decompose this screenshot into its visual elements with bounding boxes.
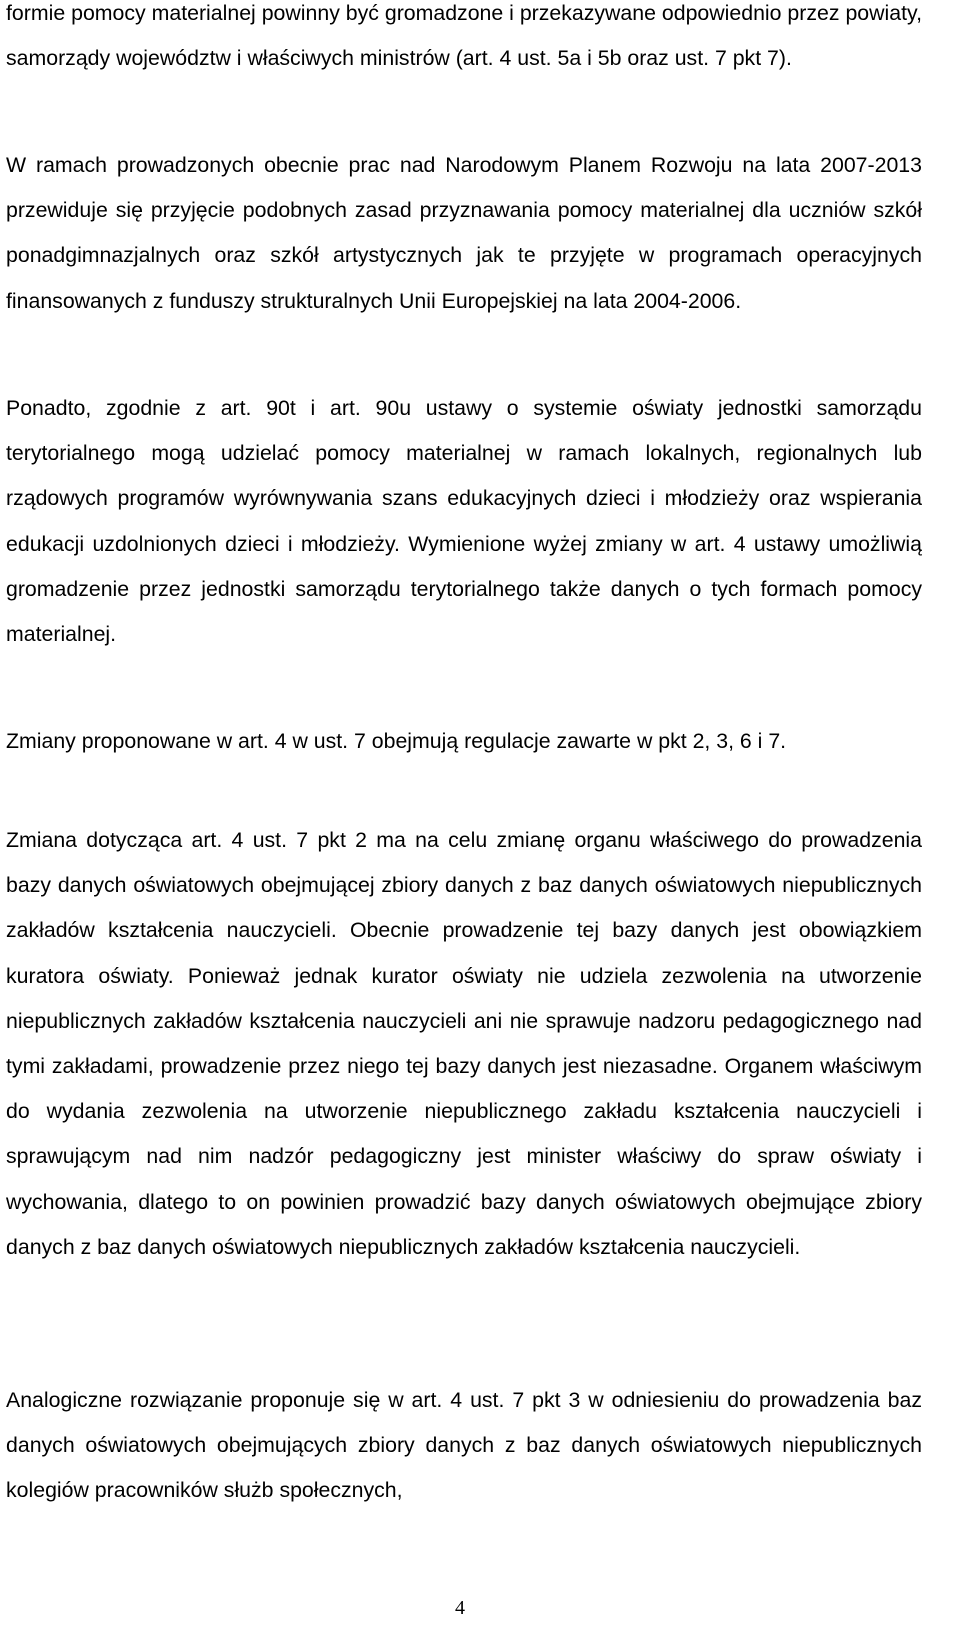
paragraph-4: Zmiany proponowane w art. 4 w ust. 7 obejmują regulacje zawarte w pkt 2, 3, 6 i 7. (6, 729, 787, 753)
paragraph-3: Ponadto, zgodnie z art. 90t i art. 90u ustawy o systemie oświaty jednostki samorządu terytorialnego mogą udzielać pomocy materialnej w ramach lokalnych, regionalnych lub rządowych programów wyrównywania szans edukacyjnych dzieci i młodzieży oraz wspierania edukacji uzdolnionych dzieci i młodzieży. Wymienione wyżej zmiany w art. 4 ustawy umożliwią gromadzenie przez jednostki samorządu terytorialnego także danych o tych formach pomocy materialnej. (6, 396, 922, 647)
paragraph-5: Zmiana dotycząca art. 4 ust. 7 pkt 2 ma na celu zmianę organu właściwego do prowadzenia bazy danych oświatowych obejmującej zbiory danych z baz danych oświatowych niepublicznych zakładów kształcenia nauczycieli. Obecnie prowadzenie tej bazy danych jest obowiązkiem kuratora oświaty. Ponieważ jednak kurator oświaty nie udziela zezwolenia na utworzenie niepublicznych zakładów kształcenia nauczycieli ani nie sprawuje nadzoru pedagogicznego nad tymi zakładami, prowadzenie przez niego tej bazy danych jest niezasadne. Organem właściwym do wydania zezwolenia na utworzenie niepublicznego zakładu kształcenia nauczycieli i sprawującym nad nim nadzór pedagogiczny jest minister właściwy do spraw oświaty i wychowania, dlatego to on powinien prowadzić bazy danych oświatowych obejmujące zbiory danych z baz danych oświatowych niepublicznych zakładów kształcenia nauczycieli. (6, 828, 922, 1259)
paragraph-6: Analogiczne rozwiązanie proponuje się w art. 4 ust. 7 pkt 3 w odniesieniu do prowadzenia baz danych oświatowych obejmujących zbiory danych z baz danych oświatowych niepublicznych kolegiów pracowników służb społecznych, (6, 1388, 922, 1503)
page-number: 4 (455, 1597, 465, 1619)
paragraph-1: formie pomocy materialnej powinny być gromadzone i przekazywane odpowiednio przez powiaty, samorządy województw i właściwych ministrów (art. 4 ust. 5a i 5b oraz ust. 7 pkt 7). (6, 1, 922, 71)
paragraph-2: W ramach prowadzonych obecnie prac nad Narodowym Planem Rozwoju na lata 2007-2013 przewiduje się przyjęcie podobnych zasad przyznawania pomocy materialnej dla uczniów szkół ponadgimnazjalnych oraz szkół artystycznych jak te przyjęte w programach operacyjnych finansowanych z funduszy strukturalnych Unii Europejskiej na lata 2004-2006. (6, 153, 922, 313)
